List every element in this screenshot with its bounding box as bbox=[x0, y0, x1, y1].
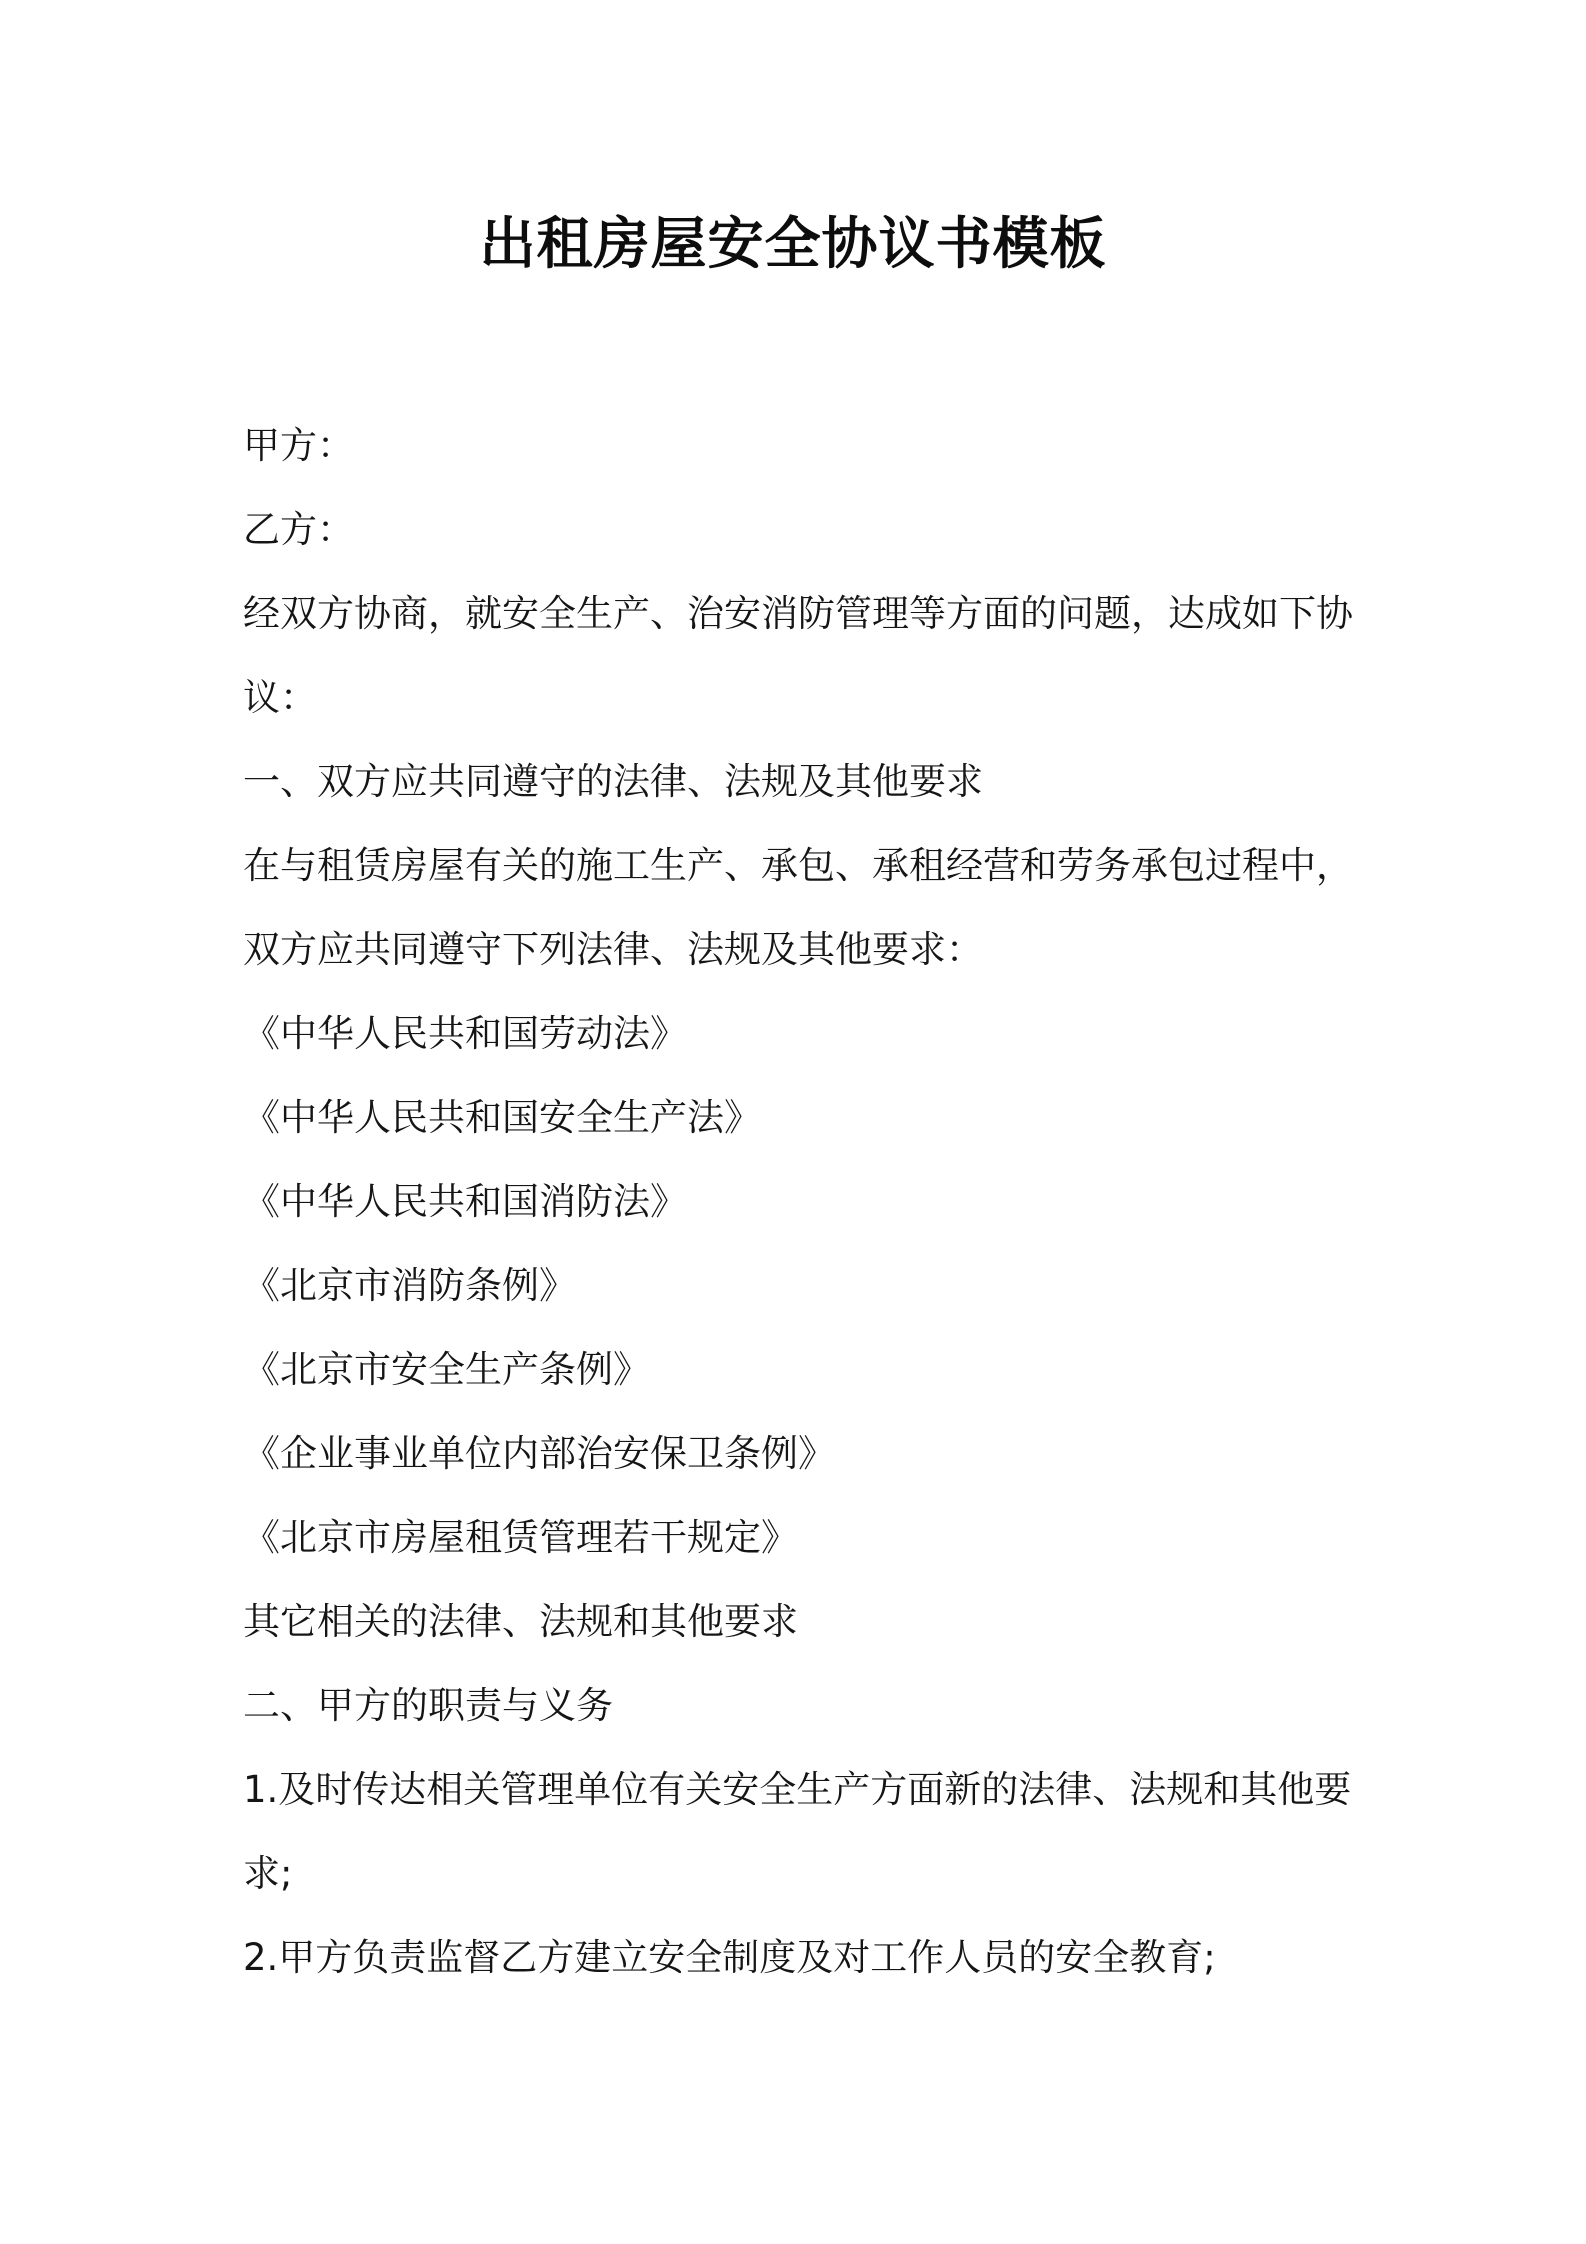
document-body bbox=[243, 404, 1363, 2000]
document-title: 出租房屋安全协议书模板 bbox=[479, 212, 1107, 277]
law-title: 《中华人民共和国安全生产法》 bbox=[243, 1096, 761, 1139]
section-heading: 二、甲方的职责与义务 bbox=[243, 1684, 613, 1727]
law-title: 《北京市房屋租赁管理若干规定》 bbox=[243, 1516, 798, 1559]
law-title: 《企业事业单位内部治安保卫条例》 bbox=[243, 1432, 835, 1475]
section-heading: 一、双方应共同遵守的法律、法规及其他要求 bbox=[243, 760, 983, 803]
law-title: 《北京市消防条例》 bbox=[243, 1264, 576, 1307]
law-title: 《北京市安全生产条例》 bbox=[243, 1348, 650, 1391]
list-item: 2.甲方负责监督乙方建立安全制度及对工作人员的安全教育; bbox=[243, 1936, 1216, 1979]
law-title: 《中华人民共和国劳动法》 bbox=[243, 1012, 687, 1055]
intro-line-continued: 议： bbox=[243, 676, 317, 719]
intro-line: 经双方协商，就安全生产、治安消防管理等方面的问题，达成如下协 bbox=[243, 592, 1353, 635]
paragraph-line: 在与租赁房屋有关的施工生产、承包、承租经营和劳务承包过程中， bbox=[243, 844, 1353, 887]
list-item: 1.及时传达相关管理单位有关安全生产方面新的法律、法规和其他要 bbox=[243, 1768, 1352, 1811]
party-b-line: 乙方： bbox=[243, 508, 354, 551]
paragraph-line: 双方应共同遵守下列法律、法规及其他要求： bbox=[243, 928, 983, 971]
paragraph-line: 其它相关的法律、法规和其他要求 bbox=[243, 1600, 798, 1643]
list-item-continued: 求; bbox=[243, 1852, 293, 1895]
party-a-line: 甲方： bbox=[243, 424, 354, 467]
law-title: 《中华人民共和国消防法》 bbox=[243, 1180, 687, 1223]
